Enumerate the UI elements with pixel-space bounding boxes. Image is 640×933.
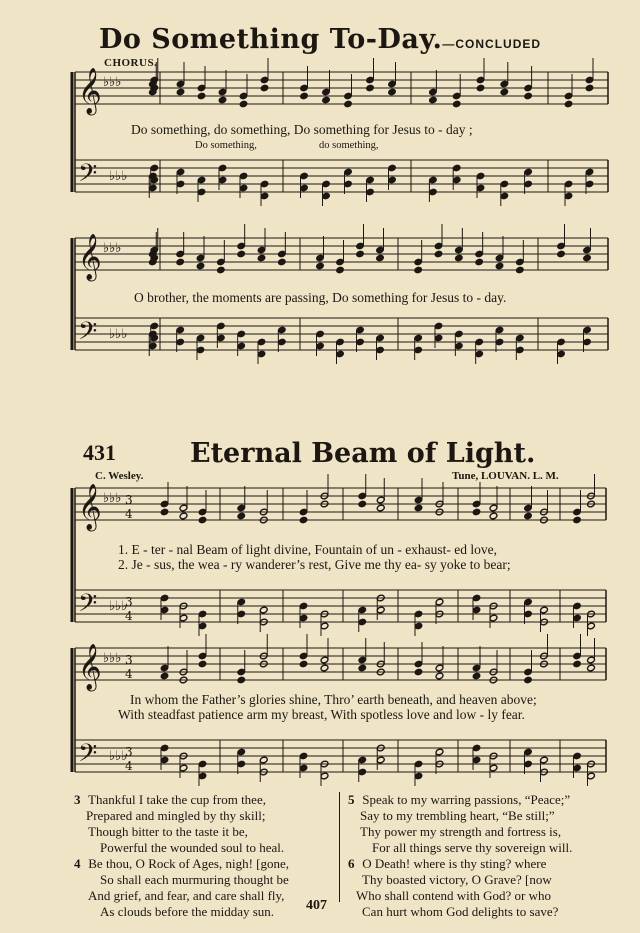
note-head [500, 88, 509, 96]
note-head [573, 508, 582, 516]
bass-clef: 𝄢 [78, 317, 98, 352]
note-head [452, 92, 461, 100]
note-head [196, 254, 205, 262]
hymn-number: 431 [83, 440, 116, 465]
key-signature: ♭♭♭ [103, 651, 122, 666]
note-head [198, 660, 207, 668]
note-head [557, 242, 566, 250]
note-head [237, 748, 246, 756]
note-head [573, 660, 582, 668]
note-head [376, 334, 385, 342]
note-head [472, 508, 481, 516]
note-head [376, 246, 385, 254]
note-head [299, 752, 308, 760]
note-head [257, 246, 266, 254]
bass-clef: 𝄢 [78, 159, 98, 194]
note-head [358, 492, 367, 500]
note-head [198, 652, 207, 660]
note-head [435, 598, 444, 606]
note-head [452, 100, 461, 108]
note-head [237, 250, 246, 258]
note-head [524, 748, 533, 756]
note-head [278, 250, 287, 258]
note-head [197, 92, 206, 100]
lyric-line: Do something, do something, Do something for Jesus to - day ; [131, 122, 473, 137]
note-head [524, 168, 533, 176]
note-head [524, 598, 533, 606]
note-head [524, 92, 533, 100]
note-head [489, 504, 498, 512]
note-head [435, 748, 444, 756]
note-head [475, 250, 484, 258]
note-head [573, 652, 582, 660]
note-head [573, 602, 582, 610]
note-head [299, 602, 308, 610]
tune-credit: Tune, LOUVAN. L. M. [452, 470, 559, 482]
note-head [160, 508, 169, 516]
note-head [524, 504, 533, 512]
note-head [322, 96, 331, 104]
note-head [414, 334, 423, 342]
note-head [429, 96, 438, 104]
note-head [299, 516, 308, 524]
note-head [176, 258, 185, 266]
note-head [429, 88, 438, 96]
note-head [585, 76, 594, 84]
note-head [197, 84, 206, 92]
time-signature: 3 [125, 745, 133, 759]
note-head [198, 760, 207, 768]
note-head [573, 752, 582, 760]
time-signature: 4 [125, 609, 133, 623]
note-head [322, 88, 331, 96]
note-head [160, 594, 169, 602]
note-head [540, 756, 549, 764]
lyric-bass-1: Do something, [195, 140, 257, 151]
note-head [150, 322, 159, 330]
note-head [300, 172, 309, 180]
note-head [489, 512, 498, 520]
note-head [434, 322, 443, 330]
note-head [583, 254, 592, 262]
note-head [516, 266, 525, 274]
note-head [344, 168, 353, 176]
note-head [495, 326, 504, 334]
concluded-label: —CONCLUDED [442, 37, 542, 51]
note-head [583, 246, 592, 254]
key-signature: ♭♭♭ [103, 491, 122, 506]
note-head [585, 84, 594, 92]
note-head [366, 176, 375, 184]
note-head [414, 496, 423, 504]
note-head [472, 500, 481, 508]
note-head [148, 258, 157, 266]
note-head [516, 258, 525, 266]
note-head [564, 100, 573, 108]
note-head [237, 242, 246, 250]
note-head [299, 508, 308, 516]
verse-6: 6 O Death! where is thy sting? where Thy boasted victory, O Grave? [now Who shall contend with God? or who Can hurt whom God delights to save? [348, 856, 559, 919]
key-signature: ♭♭♭ [109, 327, 128, 342]
note-head [516, 334, 525, 342]
note-head [278, 258, 287, 266]
time-signature: 4 [125, 507, 133, 521]
note-head [218, 96, 227, 104]
note-head [160, 672, 169, 680]
time-signature: 3 [125, 595, 133, 609]
note-head [257, 254, 266, 262]
note-head [176, 326, 185, 334]
note-head [434, 250, 443, 258]
note-head [455, 246, 464, 254]
treble-clef: 𝄞 [78, 68, 102, 114]
note-head [358, 500, 367, 508]
bass-clef: 𝄢 [78, 739, 98, 774]
note-head [299, 652, 308, 660]
note-head [237, 668, 246, 676]
lyric-line: With steadfast patience arm my breast, With spotless love and low - ly fear. [118, 707, 525, 722]
hymn-title: Eternal Beam of Light. [190, 438, 536, 469]
verse-column-left [74, 792, 289, 920]
note-head [218, 164, 227, 172]
hymn-title: Do Something To-Day. [98, 24, 443, 55]
note-head [260, 180, 269, 188]
note-head [472, 664, 481, 672]
note-head [500, 80, 509, 88]
note-head [358, 606, 367, 614]
note-head [316, 262, 325, 270]
lyric-line: 1. E - ter - nal Beam of light divine, Fountain of un - exhaust- ed love, [118, 542, 498, 557]
note-head [524, 84, 533, 92]
note-head [435, 664, 444, 672]
note-head [259, 606, 268, 614]
note-head [260, 84, 269, 92]
lyric-line: O brother, the moments are passing, Do something for Jesus to - day. [134, 290, 507, 305]
note-head [414, 760, 423, 768]
note-head [176, 80, 185, 88]
note-head [358, 756, 367, 764]
note-head [196, 334, 205, 342]
note-head [414, 266, 423, 274]
note-head [176, 250, 185, 258]
note-head [260, 76, 269, 84]
lyric-line: In whom the Father’s glories shine, Thro’ earth beneath, and heaven above; [130, 692, 537, 707]
note-head [358, 656, 367, 664]
note-head [564, 180, 573, 188]
note-head [557, 338, 566, 346]
note-head [356, 250, 365, 258]
note-head [435, 672, 444, 680]
note-head [160, 744, 169, 752]
column-divider [339, 792, 340, 902]
note-head [176, 168, 185, 176]
note-head [476, 172, 485, 180]
note-head [366, 76, 375, 84]
note-head [495, 262, 504, 270]
note-head [322, 180, 331, 188]
note-head [344, 100, 353, 108]
note-head [278, 326, 287, 334]
chorus-label: CHORUS. [104, 57, 158, 69]
note-head [356, 326, 365, 334]
bass-clef: 𝄢 [78, 589, 98, 624]
lyric-line: 2. Je - sus, the wea - ry wanderer’s rest, Give me thy ea- sy yoke to bear; [118, 557, 511, 572]
note-head [239, 92, 248, 100]
verse-5: 5 Speak to my warring passions, “Peace;” Say to my trembling heart, “Be still;” Thy power my strength and fortress is, For all things serve thy sovereign will. [348, 792, 573, 855]
note-head [564, 92, 573, 100]
author-credit: C. Wesley. [95, 470, 144, 482]
note-head [524, 676, 533, 684]
note-head [217, 258, 226, 266]
note-head [316, 254, 325, 262]
note-head [336, 258, 345, 266]
key-signature: ♭♭♭ [109, 749, 128, 764]
note-head [476, 76, 485, 84]
note-head [452, 164, 461, 172]
note-head [388, 164, 397, 172]
note-head [299, 660, 308, 668]
note-head [237, 330, 246, 338]
note-head [259, 756, 268, 764]
note-head [429, 176, 438, 184]
verse-4: 4 Be thou, O Rock of Ages, nigh! [gone, So shall each murmuring thought be And grief, and fear, and care shall fly, As clouds before the midday sun. [74, 856, 290, 919]
note-head [148, 88, 157, 96]
note-head [524, 668, 533, 676]
note-head [320, 664, 329, 672]
note-head [320, 656, 329, 664]
note-head [434, 242, 443, 250]
note-head [573, 516, 582, 524]
treble-clef: 𝄞 [78, 484, 102, 530]
note-head [237, 504, 246, 512]
note-head [176, 88, 185, 96]
note-head [585, 168, 594, 176]
note-head [150, 164, 159, 172]
note-head [524, 512, 533, 520]
note-head [358, 664, 367, 672]
verse-3: 3 Thankful I take the cup from thee, Prepared and mingled by thy skill; Though bitter to the taste it be, Powerful the wounded soul to heal. [74, 792, 285, 855]
note-head [198, 516, 207, 524]
note-head [376, 254, 385, 262]
note-head [356, 242, 365, 250]
note-head [376, 504, 385, 512]
note-head [237, 676, 246, 684]
note-head [196, 262, 205, 270]
note-head [179, 504, 188, 512]
note-head [336, 266, 345, 274]
note-head [455, 254, 464, 262]
note-head [218, 88, 227, 96]
lyric-bass-2: do something, [319, 140, 379, 151]
note-head [239, 172, 248, 180]
note-head [257, 338, 266, 346]
note-head [300, 84, 309, 92]
note-head [366, 84, 375, 92]
note-head [388, 88, 397, 96]
note-head [557, 250, 566, 258]
note-head [414, 504, 423, 512]
key-signature: ♭♭♭ [109, 169, 128, 184]
note-head [587, 656, 596, 664]
treble-clef: 𝄞 [78, 234, 102, 280]
treble-clef: 𝄞 [78, 644, 102, 690]
key-signature: ♭♭♭ [103, 75, 122, 90]
note-head [414, 258, 423, 266]
note-head [197, 176, 206, 184]
time-signature: 3 [125, 493, 133, 507]
note-head [217, 266, 226, 274]
note-head [472, 672, 481, 680]
note-head [414, 610, 423, 618]
note-head [376, 496, 385, 504]
note-head [239, 100, 248, 108]
note-head [583, 326, 592, 334]
note-head [414, 668, 423, 676]
note-head [495, 254, 504, 262]
page-number: 407 [306, 898, 327, 913]
note-head [198, 508, 207, 516]
note-head [316, 330, 325, 338]
note-head [160, 500, 169, 508]
note-head [455, 330, 464, 338]
note-head [217, 322, 226, 330]
note-head [344, 92, 353, 100]
note-head [336, 338, 345, 346]
note-head [237, 598, 246, 606]
key-signature: ♭♭♭ [109, 599, 128, 614]
note-head [475, 258, 484, 266]
note-head [388, 80, 397, 88]
note-head [500, 180, 509, 188]
note-head [300, 92, 309, 100]
note-head [540, 606, 549, 614]
note-head [414, 660, 423, 668]
key-signature: ♭♭♭ [103, 241, 122, 256]
time-signature: 3 [125, 653, 133, 667]
note-head [198, 610, 207, 618]
note-head [475, 338, 484, 346]
time-signature: 4 [125, 667, 133, 681]
note-head [472, 594, 481, 602]
note-head [472, 744, 481, 752]
note-head [179, 512, 188, 520]
time-signature: 4 [125, 759, 133, 773]
note-head [237, 512, 246, 520]
note-head [476, 84, 485, 92]
note-head [587, 664, 596, 672]
note-head [160, 664, 169, 672]
verse-column-right [348, 792, 572, 920]
